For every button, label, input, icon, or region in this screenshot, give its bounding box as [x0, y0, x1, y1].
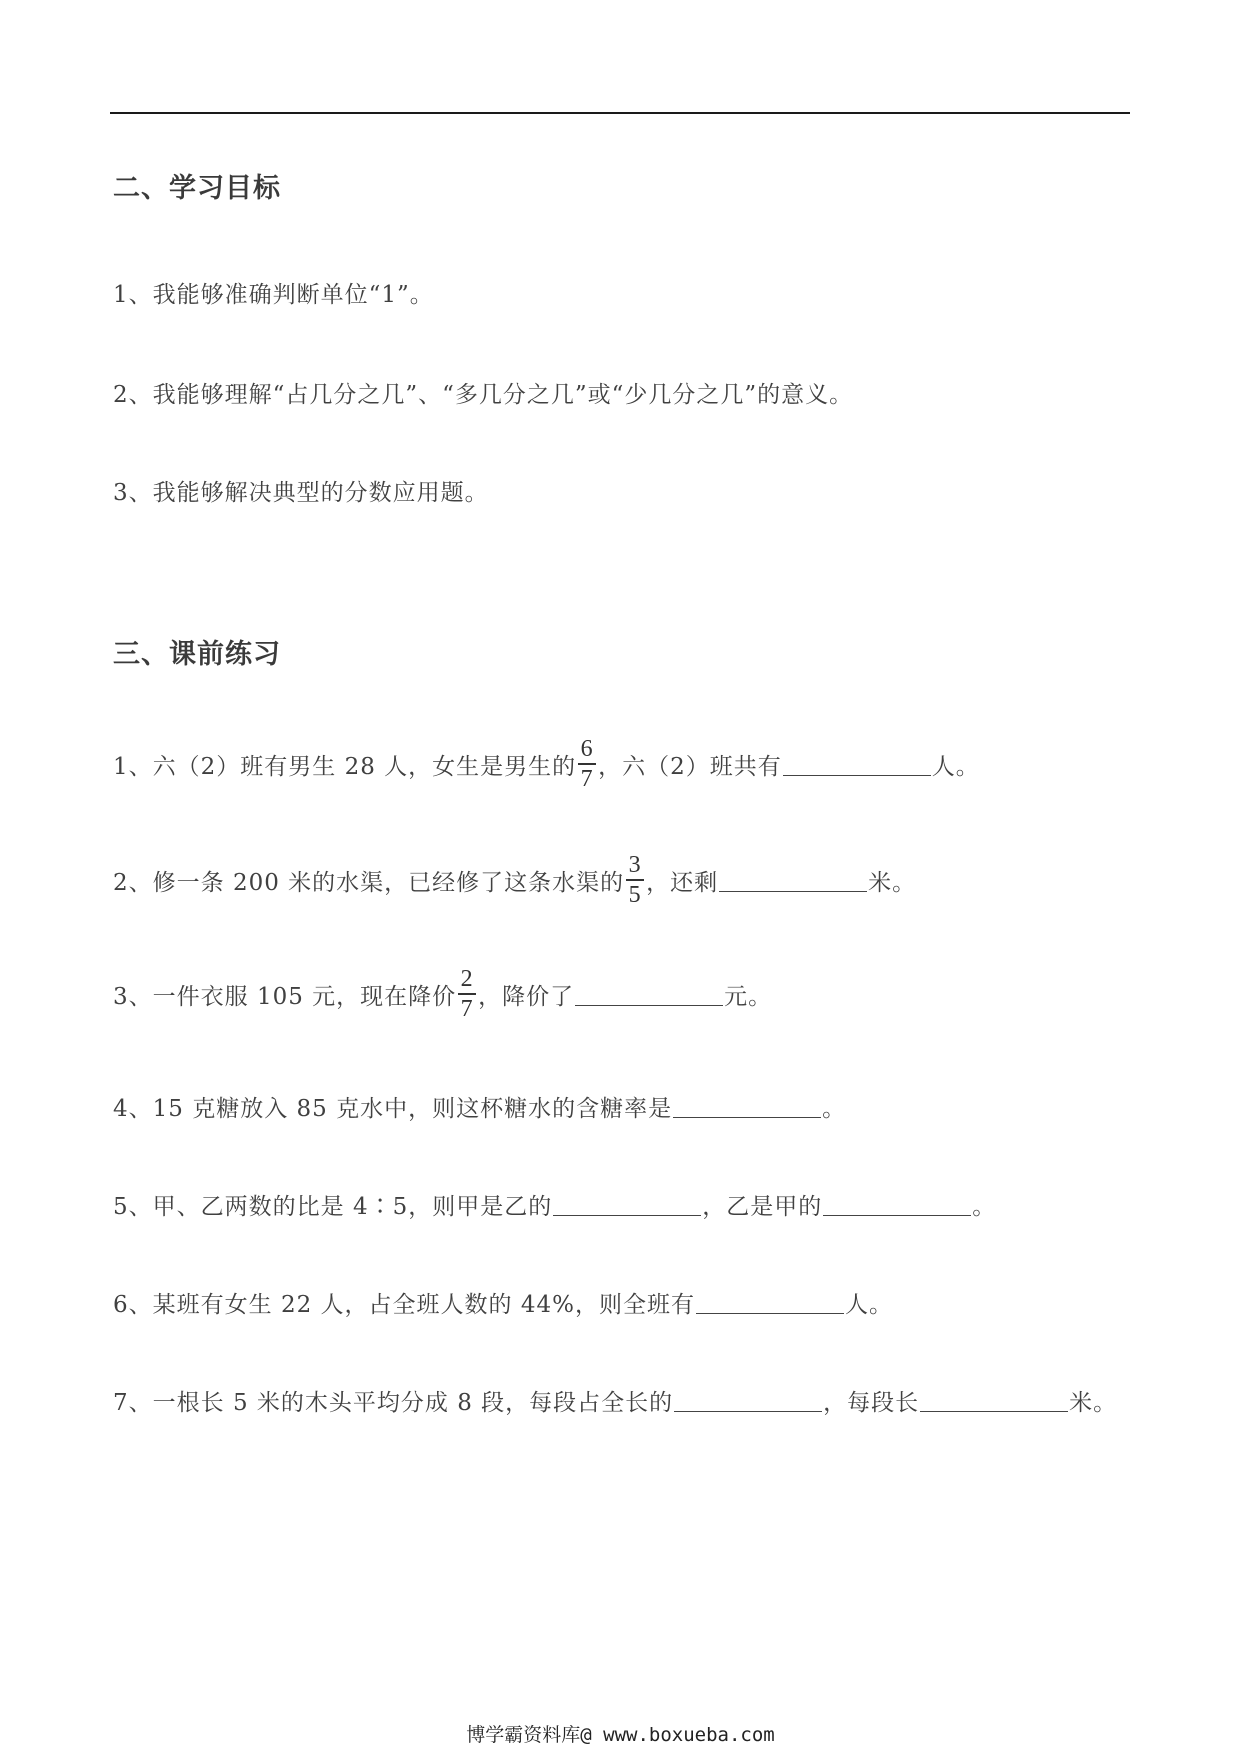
fraction-bar: [458, 993, 476, 995]
question-3: [113, 966, 772, 1022]
q2-fraction: [626, 852, 644, 908]
q5-text-c: 。: [972, 1194, 997, 1220]
q5-answer-blank-1[interactable]: [553, 1193, 701, 1216]
q2-numerator: 3: [628, 852, 642, 878]
fraction-bar: [578, 763, 596, 765]
q3-text-c: 元。: [724, 983, 773, 1010]
q4-answer-blank[interactable]: [673, 1095, 821, 1118]
q3-answer-blank[interactable]: [575, 983, 723, 1006]
question-5: [113, 1188, 996, 1221]
q2-text-b: ，还剩: [646, 869, 719, 896]
q7-answer-blank-1[interactable]: [674, 1389, 822, 1412]
q2-denominator: 5: [628, 882, 642, 908]
q3-fraction: [458, 966, 476, 1022]
question-4: [113, 1090, 846, 1123]
top-rule: [110, 112, 1130, 114]
q1-text-b: ，六（2）班共有: [598, 753, 782, 780]
goal-item-1: 1、我能够准确判断单位“1”。: [113, 282, 434, 308]
goal-item-2: 2、我能够理解“占几分之几”、“多几分之几”或“少几分之几”的意义。: [113, 382, 854, 408]
question-6: [113, 1286, 893, 1319]
section-heading-practice: 三、课前练习: [113, 639, 281, 670]
q2-text-a: 2、修一条 200 米的水渠，已经修了这条水渠的: [113, 869, 625, 896]
q7-text-b: ，每段长: [823, 1390, 920, 1416]
goal-item-3: 3、我能够解决典型的分数应用题。: [113, 480, 489, 506]
q3-text-b: ，降价了: [478, 983, 575, 1010]
q1-text-c: 人。: [931, 753, 980, 780]
question-1: [113, 736, 980, 792]
q4-text-a: 4、15 克糖放入 85 克水中，则这杯糖水的含糖率是: [113, 1096, 673, 1122]
q5-answer-blank-2[interactable]: [823, 1193, 971, 1216]
q6-text-a: 6、某班有女生 22 人，占全班人数的 44%，则全班有: [113, 1292, 695, 1318]
footer-watermark: 博学霸资料库@ www.boxueba.com: [466, 1724, 775, 1746]
q3-denominator: 7: [460, 996, 474, 1022]
q5-text-b: ，乙是甲的: [702, 1194, 823, 1220]
section-heading-goals: 二、学习目标: [113, 173, 281, 204]
question-2: [113, 852, 916, 908]
q6-answer-blank[interactable]: [696, 1291, 844, 1314]
fraction-bar: [626, 879, 644, 881]
question-7: [113, 1384, 1117, 1417]
q7-text-a: 7、一根长 5 米的木头平均分成 8 段，每段占全长的: [113, 1390, 674, 1416]
q1-numerator: 6: [580, 736, 594, 762]
q1-answer-blank[interactable]: [783, 753, 931, 776]
q1-text-a: 1、六（2）班有男生 28 人，女生是男生的: [113, 753, 577, 780]
q3-text-a: 3、一件衣服 105 元，现在降价: [113, 983, 457, 1010]
q2-answer-blank[interactable]: [719, 869, 867, 892]
q2-text-c: 米。: [868, 869, 917, 896]
q4-text-b: 。: [822, 1096, 847, 1122]
q1-fraction: [578, 736, 596, 792]
q6-text-b: 人。: [844, 1292, 893, 1318]
q1-denominator: 7: [580, 766, 594, 792]
q7-text-c: 米。: [1069, 1390, 1118, 1416]
q7-answer-blank-2[interactable]: [920, 1389, 1068, 1412]
q3-numerator: 2: [460, 966, 474, 992]
q5-text-a: 5、甲、乙两数的比是 4∶5，则甲是乙的: [113, 1194, 553, 1220]
